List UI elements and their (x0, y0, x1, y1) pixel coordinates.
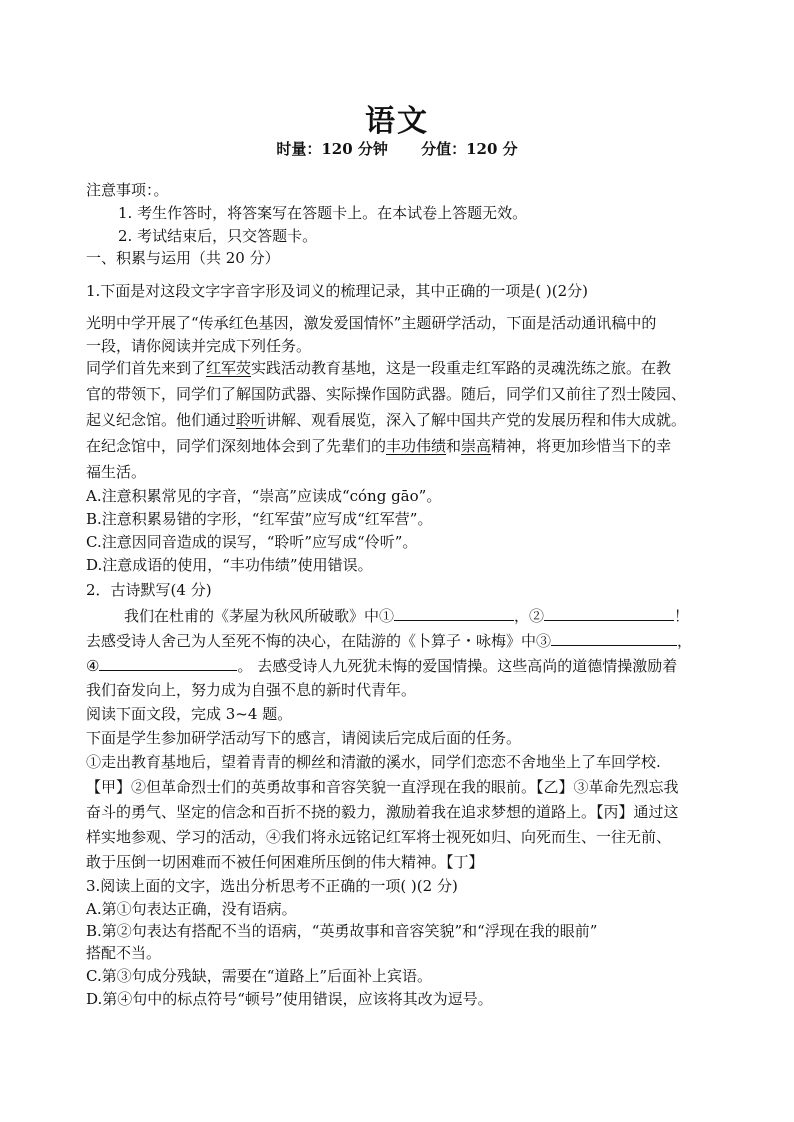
passage-text: 和 (446, 437, 462, 455)
poem-text: ，② (514, 607, 545, 625)
answer-blank-1[interactable] (394, 606, 514, 621)
answer-blank-4[interactable] (99, 656, 237, 671)
option-a: A.注意积累常见的字音，“崇高”应读成“cóng gāo”。 (86, 487, 442, 505)
passage-line: 官的带领下，同学们了解国防武器、实际操作国防武器。随后，同学们又前往了烈士陵园、 (86, 385, 687, 403)
poem-line (86, 656, 677, 676)
underlined-term: 红军荧 (206, 359, 252, 377)
option-b-continued: 搭配不当。 (86, 944, 162, 962)
exam-time: 时量：120 分钟 (276, 140, 388, 158)
underlined-term: 聆听 (236, 411, 267, 429)
question-3-stem: 3.阅读上面的文字，选出分析思考不正确的一项( )(2 分) (86, 877, 458, 895)
option-d: D.第④句中的标点符号“顿号”使用错误，应该将其改为逗号。 (86, 990, 493, 1008)
reading-line: 下面是学生参加研学活动写下的感言，请阅读后完成后面的任务。 (86, 729, 522, 747)
passage-text: 在纪念馆中，同学们深刻地体会到了先辈们的 (86, 437, 387, 455)
underlined-term: 崇高 (461, 437, 492, 455)
poem-text: ， (677, 632, 693, 650)
poem-text: ！ (674, 607, 690, 625)
poem-text: 去感受诗人舍己为人至死不悔的决心，在陆游的《卜算子・咏梅》中③ (86, 632, 552, 650)
passage-line (86, 358, 671, 378)
section-heading: 一、积累与运用（共 20 分） (86, 249, 280, 267)
poem-line: 我们奋发向上，努力成为自强不息的新时代青年。 (86, 681, 417, 699)
passage-intro-line: 一段，请你阅读并完成下列任务。 (86, 337, 312, 355)
reading-line: 样实地参观、学习的活动，④我们将永远铭记红军将士视死如归、向死而生、一往无前、 (86, 828, 672, 846)
reading-line: 【甲】②但革命烈士们的英勇故事和音容笑貌一直浮现在我的眼前。【乙】③革命先烈忘我 (86, 778, 679, 796)
passage-text: 讲解、观看展览，深入了解中国共产党的发展历程和伟大成就。 (266, 411, 687, 429)
option-c: C.注意因同音造成的误写，“聆听”应写成“伶听”。 (86, 533, 418, 551)
question-2-stem: 2．古诗默写(4 分) (86, 581, 212, 599)
option-d: D.注意成语的使用，“丰功伟绩”使用错误。 (86, 556, 373, 574)
option-a: A.第①句表达正确，没有语病。 (86, 900, 297, 918)
notice-heading: 注意事项：。 (86, 181, 169, 199)
reading-line: 敢于压倒一切困难而不被任何困难所压倒的伟大精神。【丁】 (86, 853, 484, 871)
option-c: C.第③句成分残缺，需要在“道路上”后面补上宾语。 (86, 967, 433, 985)
question-1-stem: 1.下面是对这段文字字音字形及词义的梳理记录，其中正确的一项是( )(2分) (86, 282, 589, 300)
passage-text: 精神，将更加珍惜当下的幸 (491, 437, 672, 455)
reading-line: ①走出教育基地后，望着青青的柳丝和清澈的溪水，同学们恋恋不舍地坐上了车回学校. (86, 753, 661, 771)
passage-line: 福生活。 (86, 463, 147, 481)
poem-text: 。 去感受诗人九死犹未悔的爱国情操。这些高尚的道德情操激励着 (237, 657, 678, 675)
passage-line (86, 410, 686, 430)
option-b: B.注意积累易错的字形，“红军萤”应写成“红军营”。 (86, 510, 433, 528)
poem-line (86, 631, 692, 651)
option-b: B.第②句表达有搭配不当的语病，“英勇故事和音容笑貌”和“浮现在我的眼前” (86, 922, 598, 940)
exam-info (0, 138, 794, 159)
poem-text: ④ (86, 657, 100, 675)
page-title: 语文 (365, 104, 429, 139)
answer-blank-3[interactable] (551, 631, 677, 646)
reading-line: 奋斗的勇气、坚定的信念和百折不挠的毅力，激励着我在追求梦想的道路上。【丙】通过这 (86, 803, 679, 821)
reading-intro: 阅读下面文段，完成 3~4 题。 (86, 705, 293, 723)
underlined-term: 丰功伟绩 (386, 437, 447, 455)
passage-intro-line: 光明中学开展了“传承红色基因，激发爱国情怀”主题研学活动，下面是活动通讯稿中的 (86, 314, 657, 332)
passage-text: 实践活动教育基地，这是一段重走红军路的灵魂洗练之旅。在教 (251, 359, 672, 377)
notice-item-2: 2. 考试结束后，只交答题卡。 (118, 227, 318, 245)
answer-blank-2[interactable] (544, 606, 674, 621)
passage-text: 同学们首先来到了 (86, 359, 207, 377)
passage-text: 起义纪念馆。他们通过 (86, 411, 237, 429)
passage-line (86, 436, 671, 456)
poem-text: 我们在杜甫的《茅屋为秋风所破歌》中① (124, 607, 395, 625)
exam-score: 分值：120 分 (421, 140, 518, 158)
poem-line (124, 606, 689, 626)
notice-item-1: 1. 考生作答时，将答案写在答题卡上。在本试卷上答题无效。 (118, 204, 528, 222)
